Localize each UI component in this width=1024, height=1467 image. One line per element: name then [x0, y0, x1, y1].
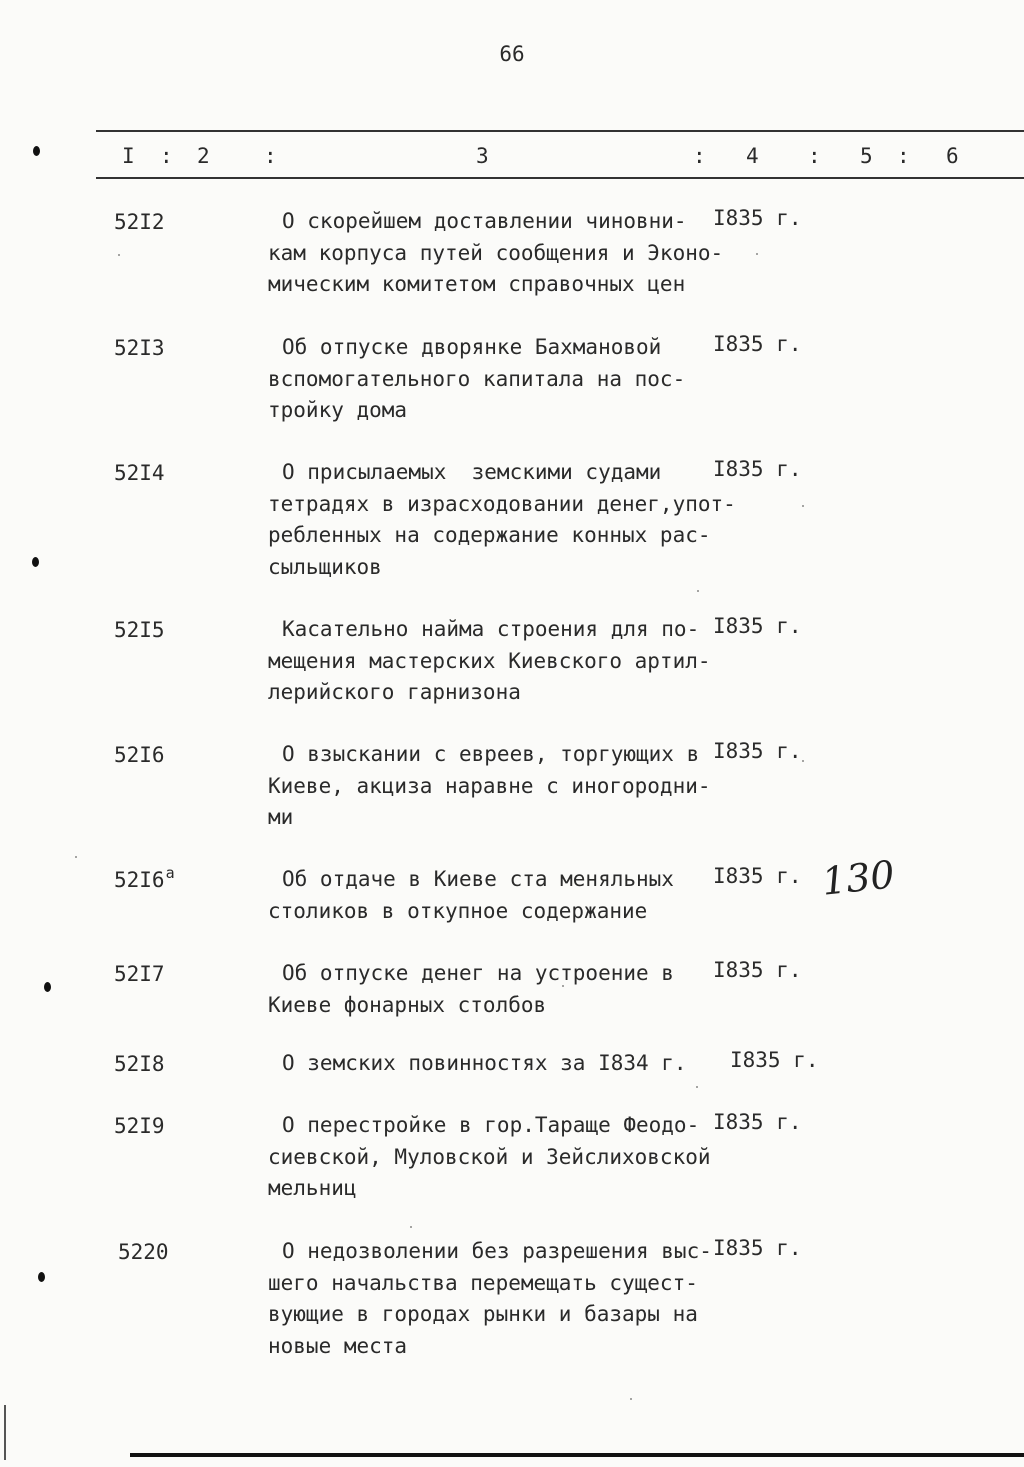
header-col-2: 2: [197, 144, 210, 168]
table-top-rule: [96, 130, 1024, 132]
title-line: Об отдаче в Киеве ста меняльных: [282, 867, 674, 891]
scan-speck: [756, 253, 758, 255]
entry-number: 52I2: [114, 210, 165, 234]
scan-speck: [630, 1398, 632, 1400]
entry-title: [268, 1236, 728, 1362]
entry-number: 52I6: [114, 743, 165, 767]
header-col-1: I: [122, 144, 135, 168]
entry-number: 52I4: [114, 461, 165, 485]
entry-title: [268, 457, 736, 583]
scan-speck: [562, 985, 564, 987]
table-bottom-rule: [130, 1453, 1024, 1457]
header-col-5: 5: [860, 144, 873, 168]
header-col-3: 3: [476, 144, 489, 168]
header-separator: :: [808, 144, 821, 168]
title-line: тройку дома: [268, 398, 408, 422]
title-line: О взыскании с евреев, торгующих в: [282, 742, 700, 766]
title-line: мещения мастерских Киевского артил-: [268, 648, 711, 673]
title-line: вспомогательного капитала на пос-: [268, 366, 686, 391]
scan-speck: [75, 856, 77, 858]
binding-hole-mark: [38, 1272, 45, 1282]
entry-number: 52I9: [114, 1114, 165, 1138]
entry-title: [268, 332, 728, 427]
title-line: О недозволении без разрешения выс-: [282, 1239, 712, 1263]
title-line: столиков в откупное содержание: [268, 898, 648, 923]
scan-speck: [697, 590, 699, 592]
scan-speck: [410, 1226, 412, 1228]
title-line: ребленных на содержание конных рас-: [268, 523, 711, 547]
entry-title: [268, 206, 728, 301]
title-line: лерийского гарнизона: [268, 680, 521, 704]
entry-year: I835 г.: [713, 864, 802, 888]
handwritten-folio-number: 130: [819, 852, 897, 904]
header-separator: :: [897, 144, 910, 168]
scan-speck: [696, 1086, 698, 1088]
entry-number: 5220: [118, 1240, 169, 1264]
scan-edge-line: [4, 1405, 6, 1460]
header-col-4: 4: [746, 144, 759, 168]
entry-year: I835 г.: [713, 1236, 802, 1260]
scan-speck: [118, 254, 120, 256]
title-line: тетрадях в израсходовании денег,упот-: [268, 491, 736, 516]
title-line: сиевской, Муловской и Зейслиховской: [268, 1144, 711, 1169]
header-col-6: 6: [946, 144, 959, 168]
entry-year: I835 г.: [713, 614, 802, 638]
title-line: Касательно найма строения для по-: [282, 617, 700, 641]
title-line: Об отпуске дворянке Бахмановой: [282, 335, 662, 359]
title-line: сыльщиков: [268, 554, 382, 579]
entry-title: [268, 614, 728, 709]
entry-number: 52I3: [114, 336, 165, 360]
entry-number: 52I8: [114, 1052, 165, 1076]
binding-hole-mark: [32, 557, 39, 567]
entry-year: I835 г.: [713, 457, 802, 481]
title-line: кам корпуса путей сообщения и Эконо-: [268, 240, 724, 265]
title-line: О перестройке в гор.Тараще Феодо-: [282, 1113, 700, 1137]
entry-number: 52I5: [114, 618, 165, 642]
header-separator: :: [693, 144, 706, 168]
header-separator: :: [160, 144, 173, 168]
entry-year: I835 г.: [713, 206, 802, 230]
entry-number-superscript: а: [165, 864, 175, 882]
title-line: Об отпуске денег на устроение в: [282, 961, 674, 985]
entry-year: I835 г.: [713, 1110, 802, 1134]
entry-title: [268, 1110, 728, 1205]
entry-title: [268, 958, 728, 1021]
title-line: шего начальства перемещать сущест-: [268, 1270, 698, 1295]
title-line: вующие в городах рынки и базары на: [268, 1302, 698, 1326]
entry-number: $52I6^а$: [114, 864, 175, 892]
title-line: мельниц: [268, 1176, 357, 1200]
title-line: Киеве, акциза наравне с иногородни-: [268, 773, 711, 798]
binding-hole-mark: [44, 982, 51, 992]
header-separator: :: [264, 144, 277, 168]
binding-hole-mark: [33, 146, 40, 156]
table-header-rule: [96, 177, 1024, 179]
entry-year: I835 г.: [713, 332, 802, 356]
title-line: новые места: [268, 1333, 408, 1358]
title-line: О земских повинностях за I834 г.: [282, 1051, 687, 1075]
page-number: 66: [499, 42, 525, 66]
entry-title: [268, 739, 728, 834]
title-line: О скорейшем доставлении чиновни-: [282, 209, 687, 233]
title-line: мическим комитетом справочных цен: [268, 272, 686, 296]
scan-speck: [802, 760, 804, 762]
entry-year: I835 г.: [713, 739, 802, 763]
entry-title: [268, 1048, 728, 1080]
entry-year: I835 г.: [730, 1048, 819, 1072]
entry-title: [268, 864, 728, 927]
entry-year: I835 г.: [713, 958, 802, 982]
entry-number: 52I7: [114, 962, 165, 986]
scan-speck: [802, 505, 804, 507]
title-line: О присылаемых земскими судами: [282, 460, 662, 484]
title-line: Киеве фонарных столбов: [268, 992, 547, 1017]
title-line: ми: [268, 805, 294, 829]
